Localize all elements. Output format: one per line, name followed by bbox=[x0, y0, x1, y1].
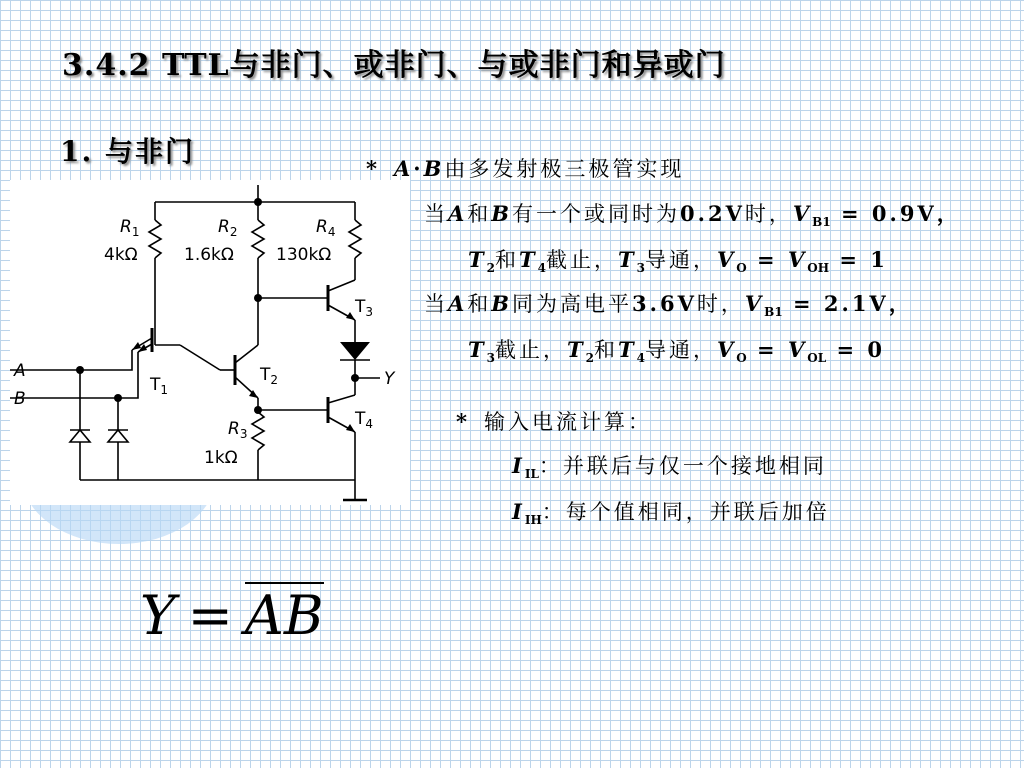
svg-text:R2 bbox=[218, 217, 237, 239]
explanation-line-1: * A·B由多发射极三极管实现 bbox=[366, 156, 685, 181]
nand-gate-circuit bbox=[10, 180, 410, 505]
input-a-label: A bbox=[14, 361, 26, 381]
svg-text:T1 bbox=[149, 375, 168, 397]
explanation-line-5: $T_3$截止，$T_2$和$T_4$导通，$V_O = V_{OL} = 0$ bbox=[468, 337, 885, 366]
t3-sub: 3 bbox=[365, 305, 374, 319]
r3-value: 1kΩ bbox=[204, 448, 238, 468]
r1-name: R bbox=[120, 217, 132, 237]
t2-label: T bbox=[260, 365, 271, 385]
input-current-heading: * 输入电流计算： bbox=[456, 409, 652, 434]
r4-sub: 4 bbox=[327, 225, 336, 239]
bullet: * bbox=[366, 156, 380, 181]
t3-emitter-arrow bbox=[346, 312, 355, 320]
junction-dot bbox=[76, 366, 84, 374]
r2-resistor bbox=[252, 220, 264, 258]
input-diode-a bbox=[70, 430, 90, 442]
junction-dot bbox=[254, 406, 262, 414]
junction-dot bbox=[114, 394, 122, 402]
t4-label: T bbox=[355, 409, 366, 429]
junction-dot bbox=[254, 294, 262, 302]
r4-resistor bbox=[349, 220, 361, 258]
r4-name: R bbox=[316, 217, 328, 237]
t1-emitter-arrow-a bbox=[132, 342, 141, 350]
t2-sub: 2 bbox=[270, 373, 279, 387]
circuit-diagram bbox=[10, 180, 410, 505]
svg-text:R4 bbox=[316, 217, 335, 239]
slide-title: 3.4.2 TTL与非门、或非门、与或非门和异或门 bbox=[62, 48, 726, 83]
r4-value: 130kΩ bbox=[276, 245, 332, 265]
output-diode bbox=[340, 342, 370, 360]
explanation-line-2: 当A和B有一个或同时为0.2V时，$V_{B1} = 0.9V$， bbox=[424, 201, 961, 230]
t4-emitter-arrow bbox=[346, 424, 355, 432]
svg-text:T3 bbox=[354, 297, 373, 319]
explanation-line-4: 当A和B同为高电平3.6V时，$V_{B1} = 2.1V$， bbox=[424, 291, 913, 320]
junction-dot bbox=[254, 198, 262, 206]
svg-text:R3 bbox=[228, 419, 247, 441]
t4-sub: 4 bbox=[365, 417, 374, 431]
section-heading: 1. 与非门 bbox=[60, 135, 195, 168]
svg-text:T2 bbox=[259, 365, 278, 387]
input-current-ih: $I_{IH}$：每个值相同，并联后加倍 bbox=[512, 499, 830, 528]
formula-lhs: Y bbox=[140, 584, 176, 647]
t1-sub: 1 bbox=[160, 383, 169, 397]
input-diode-b bbox=[108, 430, 128, 442]
r3-name: R bbox=[228, 419, 240, 439]
r1-resistor bbox=[149, 220, 161, 258]
r2-name: R bbox=[218, 217, 230, 237]
input-b-label: B bbox=[14, 389, 26, 409]
svg-text:T4 bbox=[354, 409, 373, 431]
svg-text:R1 bbox=[120, 217, 139, 239]
bullet: * bbox=[456, 409, 470, 434]
r3-resistor bbox=[252, 412, 264, 450]
input-current-il: $I_{IL}$：并联后与仅一个接地相同 bbox=[512, 453, 827, 482]
nand-formula bbox=[140, 582, 324, 647]
formula-rhs: AB bbox=[244, 584, 324, 647]
t3-label: T bbox=[355, 297, 366, 317]
explanation-line-3: $T_2$和$T_4$截止，$T_3$导通，$V_O = V_{OH} = 1$ bbox=[468, 247, 888, 276]
t1-label: T bbox=[150, 375, 161, 395]
r1-value: 4kΩ bbox=[104, 245, 138, 265]
r3-sub: 3 bbox=[239, 427, 248, 441]
r2-value: 1.6kΩ bbox=[184, 245, 234, 265]
r2-sub: 2 bbox=[229, 225, 238, 239]
output-y-label: Y bbox=[384, 369, 395, 389]
junction-dot bbox=[351, 374, 359, 382]
formula-equals: = bbox=[187, 584, 233, 647]
r1-sub: 1 bbox=[131, 225, 140, 239]
